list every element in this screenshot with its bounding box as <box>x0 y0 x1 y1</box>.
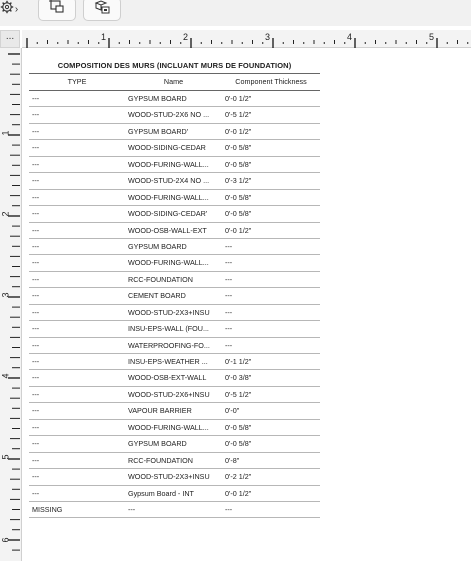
name-cell: WOOD-FURING-WALL... <box>128 258 209 268</box>
type-cell: --- <box>32 307 40 317</box>
type-cell: --- <box>32 274 40 284</box>
ruler-number: 4 <box>0 373 11 379</box>
name-cell: WOOD-STUD-2X3+INSU <box>128 472 210 482</box>
thickness-cell: --- <box>225 324 233 334</box>
thickness-cell: 0'-2 1/2" <box>225 472 252 482</box>
name-cell: VAPOUR BARRIER <box>128 406 192 416</box>
column-header-name[interactable]: Name <box>163 77 184 86</box>
table-row[interactable] <box>29 502 320 518</box>
type-cell: --- <box>32 110 40 120</box>
thickness-cell: --- <box>225 307 233 317</box>
table-row[interactable] <box>29 239 320 255</box>
ruler-number: 1 <box>0 130 11 136</box>
table-row[interactable] <box>29 453 320 469</box>
thickness-cell: 0'-0 3/8" <box>225 373 252 383</box>
column-header-thickness[interactable]: Component Thickness <box>235 77 307 86</box>
name-cell: RCC-FOUNDATION <box>128 455 193 465</box>
name-cell: GYPSUM BOARD <box>128 94 187 103</box>
schedule-header-row <box>29 74 320 91</box>
type-cell: --- <box>32 340 40 350</box>
ruler-number: 6 <box>0 537 11 543</box>
ruler-number: 4 <box>347 32 353 42</box>
ruler-number: 3 <box>265 32 271 42</box>
thickness-cell: 0'-0 1/2" <box>225 94 252 103</box>
type-cell: --- <box>32 258 40 268</box>
ruler-number: 2 <box>0 211 11 217</box>
thickness-cell: 0'-3 1/2" <box>225 176 252 186</box>
table-row[interactable] <box>29 190 320 206</box>
type-cell: --- <box>32 126 40 136</box>
type-cell: --- <box>32 455 40 465</box>
wall-composition-schedule[interactable] <box>29 58 320 518</box>
table-row[interactable] <box>29 255 320 271</box>
ruler-number: 5 <box>0 454 11 460</box>
table-row[interactable] <box>29 420 320 436</box>
table-row[interactable] <box>29 272 320 288</box>
type-cell: --- <box>32 241 40 251</box>
type-cell: --- <box>32 159 40 169</box>
thickness-cell: 0'-0 5/8" <box>225 192 252 202</box>
name-cell: WOOD-STUD-2X4 NO ... <box>128 176 210 186</box>
name-cell: GYPSUM BOARD <box>128 241 187 251</box>
name-cell: WATERPROOFING-FO... <box>128 340 210 350</box>
chevron-right-icon: › <box>14 3 19 15</box>
name-cell: INSU-EPS-WALL (FOU... <box>128 324 209 334</box>
table-row[interactable] <box>29 403 320 419</box>
type-cell: --- <box>32 94 40 103</box>
type-cell: --- <box>32 291 40 301</box>
settings-button[interactable] <box>0 0 24 21</box>
table-row[interactable] <box>29 140 320 156</box>
settings-gear-icon <box>0 0 14 19</box>
horizontal-ruler <box>22 30 471 48</box>
sheet-canvas[interactable] <box>22 48 471 561</box>
name-cell: WOOD-FURING-WALL... <box>128 192 209 202</box>
table-row[interactable] <box>29 469 320 485</box>
ruler-menu-button[interactable]: ... <box>0 30 20 48</box>
table-row[interactable] <box>29 124 320 140</box>
thickness-cell: 0'-8" <box>225 455 240 465</box>
table-row[interactable] <box>29 370 320 386</box>
horizontal-ruler-ticks <box>22 30 471 48</box>
thickness-cell: 0'-0 1/2" <box>225 488 252 498</box>
table-row[interactable] <box>29 173 320 189</box>
thickness-cell: 0'-0 5/8" <box>225 422 252 432</box>
select-elements-icon <box>93 0 111 20</box>
select-region-icon <box>48 0 66 20</box>
type-cell: MISSING <box>32 504 63 514</box>
thickness-cell: 0'-0 5/8" <box>225 159 252 169</box>
type-cell: --- <box>32 488 40 498</box>
type-cell: --- <box>32 143 40 153</box>
type-cell: --- <box>32 389 40 399</box>
name-cell: WOOD-STUD-2X3+INSU <box>128 307 210 317</box>
table-row[interactable] <box>29 321 320 337</box>
name-cell: WOOD-STUD-2X6+INSU <box>128 389 210 399</box>
thickness-cell: 0'-0 1/2" <box>225 225 252 235</box>
type-cell: --- <box>32 373 40 383</box>
thickness-cell: 0'-0 5/8" <box>225 209 252 219</box>
name-cell: WOOD-SIDING-CEDAR <box>128 143 206 153</box>
ruler-number: 2 <box>183 32 189 42</box>
name-cell: Gypsum Board - INT <box>128 488 194 498</box>
type-cell: --- <box>32 176 40 186</box>
name-cell: GYPSUM BOARD' <box>128 126 189 136</box>
name-cell: CEMENT BOARD <box>128 291 186 301</box>
type-cell: --- <box>32 406 40 416</box>
thickness-cell: --- <box>225 258 233 268</box>
ruler-number: 1 <box>101 32 107 42</box>
table-row[interactable] <box>29 91 320 107</box>
thickness-cell: 0'-0 5/8" <box>225 143 252 153</box>
type-cell: --- <box>32 192 40 202</box>
vertical-ruler-ticks <box>0 48 22 561</box>
type-cell: --- <box>32 472 40 482</box>
ruler-number: 5 <box>429 32 435 42</box>
select-region-button[interactable] <box>38 0 76 21</box>
table-row[interactable] <box>29 107 320 123</box>
schedule-title: COMPOSITION DES MURS (INCLUANT MURS DE FOUNDATION) <box>29 58 320 74</box>
table-row[interactable] <box>29 206 320 222</box>
thickness-cell: 0'-5 1/2" <box>225 110 252 120</box>
name-cell: WOOD-STUD-2X6 NO ... <box>128 110 210 120</box>
name-cell: WOOD-FURING-WALL... <box>128 159 209 169</box>
table-row[interactable] <box>29 338 320 354</box>
name-cell: WOOD-SIDING-CEDAR' <box>128 209 208 219</box>
name-cell: WOOD-FURING-WALL... <box>128 422 209 432</box>
table-row[interactable] <box>29 354 320 370</box>
table-row[interactable] <box>29 157 320 173</box>
type-cell: --- <box>32 209 40 219</box>
thickness-cell: 0'-0" <box>225 406 240 416</box>
column-header-type[interactable]: TYPE <box>67 77 87 86</box>
thickness-cell: 0'-1 1/2" <box>225 357 252 366</box>
table-row[interactable] <box>29 288 320 304</box>
name-cell: INSU-EPS-WEATHER ... <box>128 357 208 366</box>
type-cell: --- <box>32 439 40 449</box>
type-cell: --- <box>32 357 40 366</box>
toolbar <box>0 0 471 26</box>
table-row[interactable] <box>29 486 320 502</box>
thickness-cell: --- <box>225 291 233 301</box>
name-cell: GYPSUM BOARD <box>128 439 187 449</box>
schedule-body <box>29 91 320 518</box>
name-cell: WOOD-OSB-WALL-EXT <box>128 225 207 235</box>
ruler-number: 3 <box>0 292 11 298</box>
thickness-cell: --- <box>225 274 233 284</box>
table-row[interactable] <box>29 223 320 239</box>
table-row[interactable] <box>29 436 320 452</box>
thickness-cell: --- <box>225 241 233 251</box>
thickness-cell: 0'-0 1/2" <box>225 126 252 136</box>
thickness-cell: --- <box>225 504 233 514</box>
select-elements-button[interactable] <box>83 0 121 21</box>
type-cell: --- <box>32 422 40 432</box>
thickness-cell: 0'-0 5/8" <box>225 439 252 449</box>
table-row[interactable] <box>29 387 320 403</box>
name-cell: --- <box>128 504 136 514</box>
thickness-cell: 0'-5 1/2" <box>225 389 252 399</box>
table-row[interactable] <box>29 305 320 321</box>
thickness-cell: --- <box>225 340 233 350</box>
name-cell: RCC-FOUNDATION <box>128 274 193 284</box>
type-cell: --- <box>32 324 40 334</box>
type-cell: --- <box>32 225 40 235</box>
vertical-ruler <box>0 48 22 561</box>
name-cell: WOOD-OSB-EXT-WALL <box>128 373 207 383</box>
